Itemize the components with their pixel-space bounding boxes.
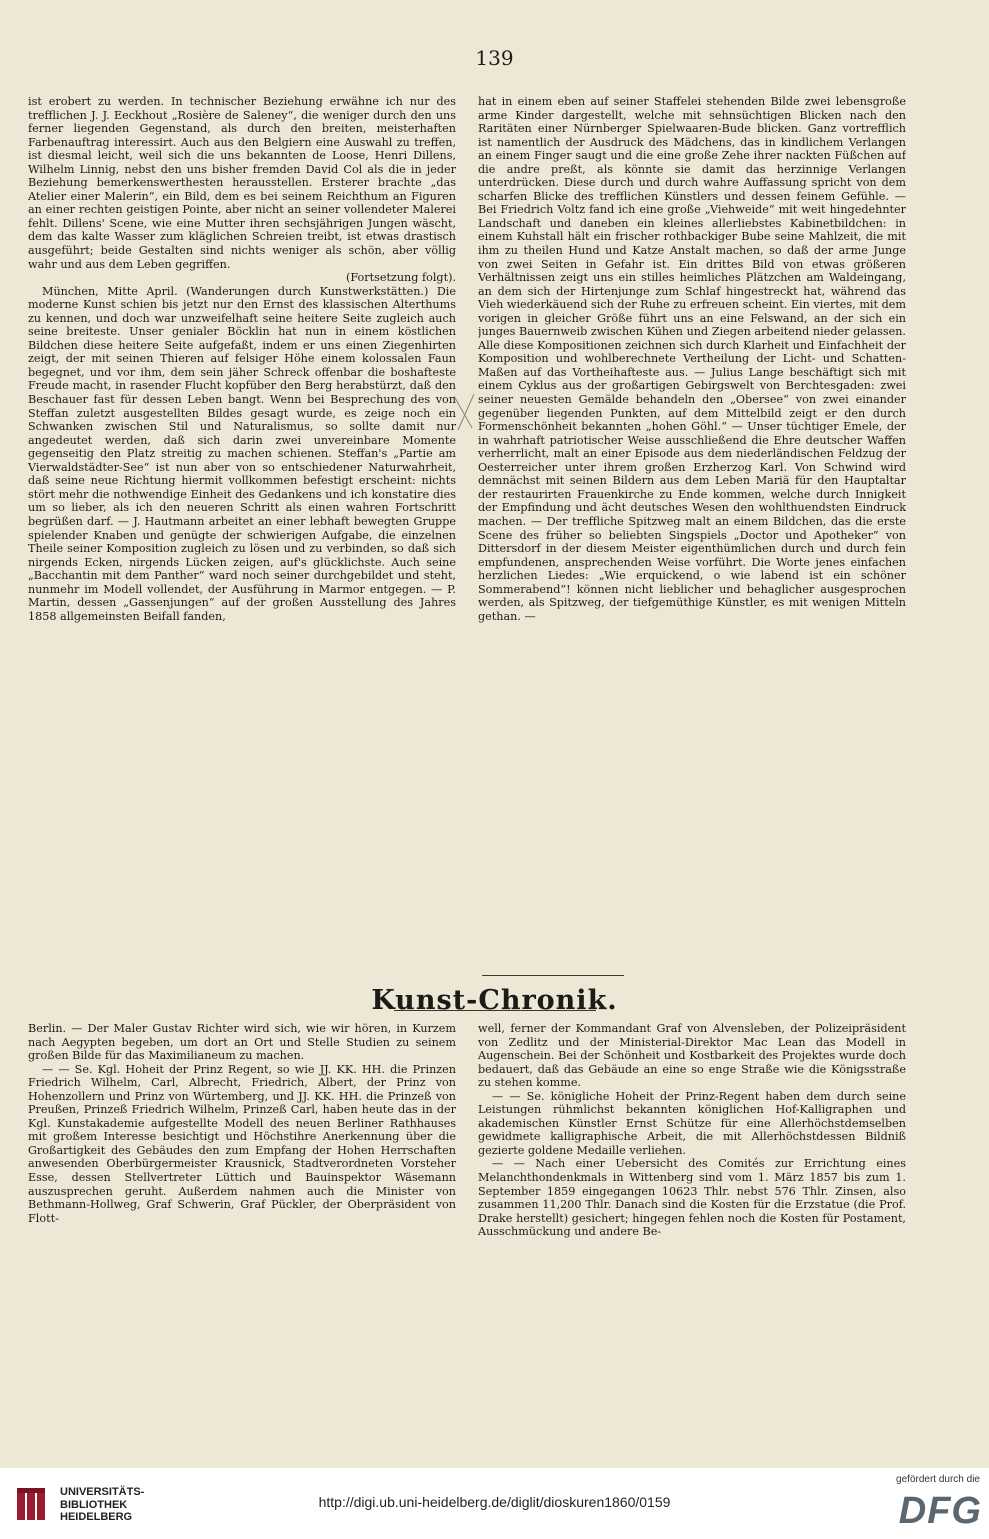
column-bottom-left	[28, 1022, 456, 1382]
column-bottom-right	[478, 1022, 906, 1382]
paragraph: — — Nach einer Uebersicht des Comités zur Errichtung eines Melanchthondenkmals in Wittenberg sind vom 1. März 1857 bis zum 1. September 1859 eingegangen 10623 Thlr. nebst 576 Thlr. Zinsen, also zusammen 11,200 Thlr. Danach sind die Kosten für die Erzstatue (die Prof. Drake herstellt) gesichert; hingegen fehlen noch die Kosten für Postament, Ausschmückung und andere Be-	[478, 1157, 906, 1239]
page-number: 139	[475, 46, 514, 70]
separator-rule	[482, 975, 624, 976]
paragraph: Berlin. — Der Maler Gustav Richter wird sich, wie wir hören, in Kurzem nach Aegypten begeben, um dort an Ort und Stelle Studien zu seinem großen Bilde für das Maximilianeum zu machen.	[28, 1022, 456, 1063]
paragraph: — — Se. Kgl. Hoheit der Prinz Regent, so wie JJ. KK. HH. die Prinzen Friedrich Wilhelm, Carl, Albrecht, Friedrich, Albert, der Prinz von Hohenzollern und Prinz von Würtemberg, und JJ. KK. HH. die Prinzeß von Preußen, Prinzeß Friedrich Wilhelm, Prinzeß Carl, haben heute das in der Kgl. Kunstakademie aufgestellte Modell des neuen Berliner Rathhauses mit großem Interesse besichtigt und Höchstihre Anerkennung über die Großartigkeit des Gebäudes den zum Empfang der Hohen Herrschaften anwesenden Oberbürgermeister Krausnick, Stadtverordneten Vorsteher Esse, dessen Stellvertreter Lüttich und Bauinspektor Wäsemann auszusprechen geruht. Außerdem nahmen auch die Minister von Bethmann-Hollweg, Graf Schwerin, Graf Pückler, der Oberpräsident von Flott-	[28, 1062, 456, 1225]
dfg-logo: DFG	[898, 1490, 982, 1532]
paragraph: München, Mitte April. (Wanderungen durch Kunstwerkstätten.) Die moderne Kunst schien bis jetzt nur den Ernst des klassischen Alterthums zu kennen, und doch war unzweifelhaft seine heitere Seite zugleich auch seine breiteste. Unser genialer Böcklin hat nun in einem köstlichen Bildchen diese heitere Seite aufgefaßt, indem er uns einen Ziegenhirten zeigt, der mit seinen Thieren auf felsiger Höhe einem kolossalen Faun begegnet, und vor ihm, dem sein jäher Schreck offenbar die boshafteste Freude macht, in rasender Flucht kopfüber den Berg herabstürzt, daß den Beschauer fast für dessen Leben bangt. Wenn bei Besprechung des von Steffan zuletzt ausgestellten Bildes gesagt wurde, es zeige noch ein Schwanken zwischen Stil und Naturalismus, so sollte damit nur angedeutet werden, daß sich darin zwei unvereinbare Momente gegenseitig den Platz streitig zu machen schienen. Steffan's „Partie am Vierwaldstädter-See“ ist nun aber von so entschiedener Naturwahrheit, daß seine neue Richtung hiermit vollkommen befestigt erscheint: nichts stört mehr die nothwendige Einheit des Gedankens und ich konstatire dies um so lieber, als ich den neueren Schritt als einen wahren Fortschritt begrüßen darf. — J. Hautmann arbeitet an einer lebhaft bewegten Gruppe spielender Knaben und genügte der schwierigen Aufgabe, die einzelnen Theile seiner Komposition zugleich zu lösen und zu verbinden, so daß sich nirgends Ecken, nirgends Lücken zeigen, auf's glücklichste. Auch seine „Bacchantin mit dem Panther“ ward noch seiner durchgebildet und steht, nunmehr im Modell vollendet, der Ausführung in Marmor entgegen. — P. Martin, dessen „Gassenjungen“ auf der großen Ausstellung des Jahres 1858 allgemeinsten Beifall fanden,	[28, 284, 456, 623]
paragraph: ist erobert zu werden. In technischer Beziehung erwähne ich nur des trefflichen J. J. Eeckhout „Rosière de Saleney“, die weniger durch den uns ferner liegenden Gegenstand, als durch den breiten, meisterhaften Farbenauftrag interessirt. Auch aus den Belgiern eine Auswahl zu treffen, ist diesmal leicht, weil sich die uns bekannten de Loose, Henri Dillens, Wilhelm Linnig, nebst den uns bisher fremden David Col als die in jeder Beziehung bemerkenswerthesten herausstellen. Ersterer brachte „das Atelier einer Malerin“, ein Bild, dem es bei seinem Reichthum an Figuren an einer rechten geistigen Pointe, aber nicht an seiner vollendeter Malerei fehlt. Dillens' Scene, wie eine Mutter ihren sechsjährigen Jungen wäscht, dem das kalte Wasser zum kläglichen Schreien treibt, ist etwas drastisch ausgeführt; beide Gestalten sind nichts weniger als schön, aber völlig wahr und aus dem Leben gegriffen.	[28, 95, 456, 271]
paragraph: hat in einem eben auf seiner Staffelei stehenden Bilde zwei lebensgroße arme Kinder dargestellt, welche mit sehnsüchtigen Blicken nach den Raritäten einer Nürnberger Spielwaaren-Bude blicken. Ganz vortrefflich ist namentlich der Ausdruck des Mädchens, das in kindlichem Verlangen an einem Finger saugt und die eine große Zehe ihrer nackten Füßchen auf die andre preßt, als könnte sie damit das herzinnige Verlangen unterdrücken. Diese durch und durch wahre Auffassung spricht von dem scharfen Blicke des trefflichen Künstlers und dessen feinem Gefühle. — Bei Friedrich Voltz fand ich eine große „Viehweide“ mit weit hingedehnter Landschaft und daneben ein kleines allerliebstes Kabinetbildchen: in einem Kuhstall hält ein frischer rothbackiger Bube seine Mahlzeit, die mit ihm zu theilen Hund und Katze Anstalt machen, so daß der arme Junge von zwei Seiten in Gefahr ist. Ein drittes Bild von etwas größeren Verhältnissen zeigt uns ein stilles heimliches Plätzchen am Waldeingang, an dem sich der Hirtenjunge zum Schlaf hingestreckt hat, während das Vieh wiederkäuend sich der Ruhe zu erfreuen scheint. Ein viertes, mit dem vorigen in gleicher Größe führt uns an eine Felswand, an der sich ein junges Bauernweib zwischen Kühen und Ziegen arbeitend nieder gelassen. Alle diese Kompositionen zeichnen sich durch Klarheit und Einfachheit der Komposition und wohlberechnete Vertheilung der Licht- und Schatten-Maßen auf das Vortheihafteste aus. — Julius Lange beschäftigt sich mit einem Cyklus aus der großartigen Gebirgswelt von Berchtesgaden: zwei seiner neuesten Gemälde behandeln den „Obersee“ von zwei einander gegenüber liegenden Punkten, auf dem Mittelbild zeigt er den durch Formenschönheit bekannten „hohen Göhl.“ — Unser tüchtiger Emele, der in wahrhaft patriotischer Weise ausschließend die Ehre deutscher Waffen verherrlicht, malt an einer Episode aus dem niederländischen Feldzug der Oesterreicher unter ihrem großen Erzherzog Karl. Von Schwind wird demnächst mit seinen Bildern aus dem Leben Mariä für den Hauptaltar der restaurirten Frauenkirche zu Ende kommen, welche durch Innigkeit der Empfindung und ächt deutsches Wesen den wohlthuendsten Eindruck machen. — Der treffliche Spitzweg malt an einem Bildchen, das die erste Scene des früher so beliebten Singspiels „Doctor und Apotheker“ von Dittersdorf in der diesem Meister eigenthümlichen durch und durch fein empfundenen, ansprechenden Weise vorführt. Die Worte jenes einfachen herzlichen Liedes: „Wie erquickend, o wie labend ist ein schöner Sommerabend“! können nicht lieblicher und behaglicher ausgesprochen werden, als Spitzweg, der tiefgemüthige Künstler, es mit wenigen Mitteln gethan. —	[478, 95, 906, 623]
library-name-text: UNIVERSITÄTS- BIBLIOTHEK HEIDELBERG	[60, 1486, 145, 1523]
funded-by-caption: gefördert durch die	[896, 1474, 980, 1485]
column-top-left	[28, 95, 456, 973]
viewer-footer	[0, 1468, 989, 1539]
section-heading: Kunst-Chronik.	[371, 985, 618, 1016]
paragraph: — — Se. königliche Hoheit der Prinz-Regent haben dem durch seine Leistungen rühmlichst bekannten königlichen Hof-Kalligraphen und akademischen Künstler Ernst Schütze für eine Allerhöchstdemselben gewidmete kalligraphische Arbeit, die mit Allerhöchstdessen Bildniß gezierte goldene Medaille verliehen.	[478, 1089, 906, 1157]
paragraph: well, ferner der Kommandant Graf von Alvensleben, der Polizeipräsident von Zedlitz und der Ministerial-Direktor Mac Lean das Modell in Augenschein. Bei der Schönheit und Kostbarkeit des Projektes wurde doch bedauert, daß das Gebäude an eine so enge Straße wie die Königsstraße zu stehen komme.	[478, 1022, 906, 1090]
column-top-right	[478, 95, 906, 973]
permalink[interactable]: http://digi.ub.uni-heidelberg.de/diglit/dioskuren1860/0159	[318, 1494, 671, 1510]
continuation-note: (Fortsetzung folgt).	[345, 271, 456, 285]
pencil-mark-icon	[452, 392, 476, 432]
